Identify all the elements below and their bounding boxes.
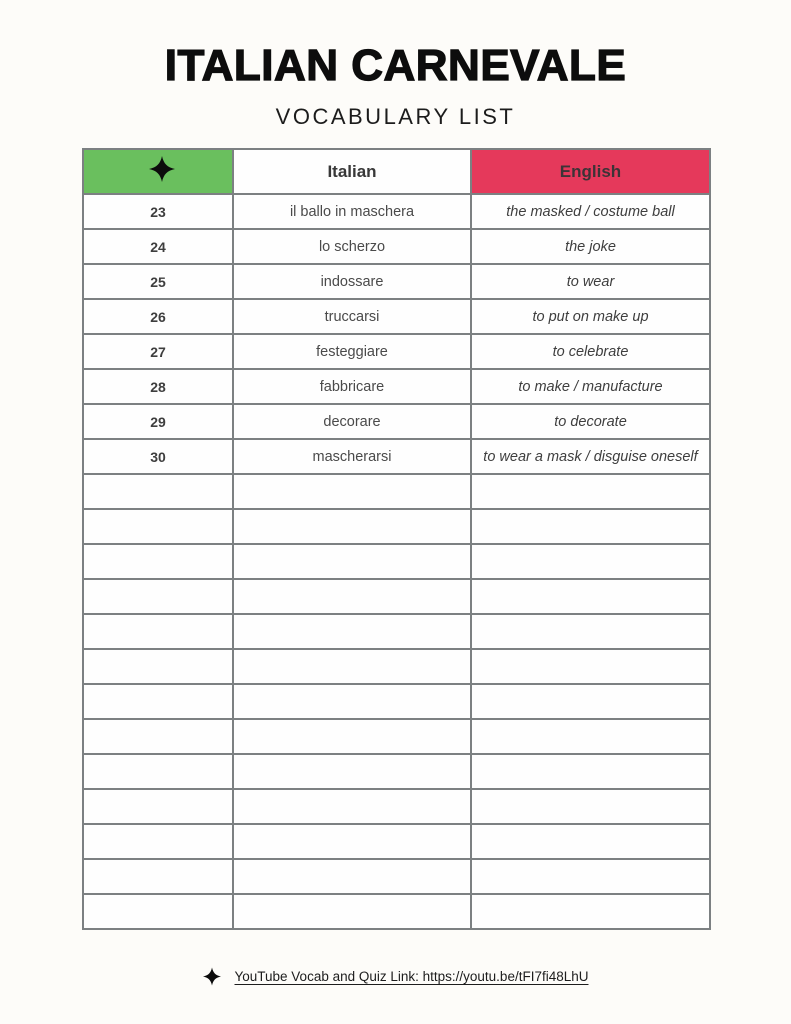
table-row xyxy=(83,579,710,614)
cell-italian: il ballo in maschera xyxy=(233,194,471,229)
cell-english xyxy=(471,474,710,509)
table-row xyxy=(83,649,710,684)
sparkle-icon xyxy=(203,966,221,987)
cell-english xyxy=(471,614,710,649)
cell-num: 26 xyxy=(83,299,233,334)
table-row xyxy=(83,474,710,509)
table-row xyxy=(83,509,710,544)
cell-italian xyxy=(233,824,471,859)
table-row xyxy=(83,614,710,649)
cell-english xyxy=(471,544,710,579)
cell-english xyxy=(471,824,710,859)
header-cell-number xyxy=(83,149,233,194)
cell-italian xyxy=(233,859,471,894)
page-title: ITALIAN CARNEVALE xyxy=(164,41,627,90)
table-row xyxy=(83,194,710,229)
cell-italian: truccarsi xyxy=(233,299,471,334)
cell-num xyxy=(83,474,233,509)
cell-num: 28 xyxy=(83,369,233,404)
youtube-link[interactable]: YouTube Vocab and Quiz Link: https://youtu.be/tFI7fi48LhU xyxy=(234,969,589,984)
cell-num xyxy=(83,789,233,824)
cell-italian: lo scherzo xyxy=(233,229,471,264)
table-row xyxy=(83,789,710,824)
cell-english: to decorate xyxy=(471,404,710,439)
cell-num xyxy=(83,544,233,579)
cell-english xyxy=(471,579,710,614)
footer xyxy=(0,966,791,987)
cell-num xyxy=(83,579,233,614)
cell-num: 27 xyxy=(83,334,233,369)
cell-num: 23 xyxy=(83,194,233,229)
cell-italian: fabbricare xyxy=(233,369,471,404)
cell-num xyxy=(83,894,233,929)
cell-num: 24 xyxy=(83,229,233,264)
cell-english xyxy=(471,894,710,929)
cell-num xyxy=(83,649,233,684)
cell-english: the joke xyxy=(471,229,710,264)
table-row xyxy=(83,404,710,439)
table-header-row xyxy=(83,149,710,194)
cell-english xyxy=(471,684,710,719)
vocab-table xyxy=(82,148,711,930)
cell-italian xyxy=(233,474,471,509)
cell-italian xyxy=(233,649,471,684)
cell-italian xyxy=(233,509,471,544)
cell-italian xyxy=(233,614,471,649)
cell-english: to celebrate xyxy=(471,334,710,369)
cell-num xyxy=(83,824,233,859)
cell-italian: decorare xyxy=(233,404,471,439)
cell-num: 29 xyxy=(83,404,233,439)
cell-english: to make / manufacture xyxy=(471,369,710,404)
table-body xyxy=(83,194,710,929)
table-row xyxy=(83,719,710,754)
cell-num: 30 xyxy=(83,439,233,474)
table-row xyxy=(83,544,710,579)
table-row xyxy=(83,859,710,894)
table-row xyxy=(83,824,710,859)
cell-english xyxy=(471,754,710,789)
cell-italian xyxy=(233,579,471,614)
table-row xyxy=(83,684,710,719)
cell-num xyxy=(83,859,233,894)
table-row xyxy=(83,299,710,334)
cell-italian xyxy=(233,754,471,789)
cell-num xyxy=(83,614,233,649)
cell-english: the masked / costume ball xyxy=(471,194,710,229)
cell-english: to put on make up xyxy=(471,299,710,334)
cell-italian: indossare xyxy=(233,264,471,299)
sparkle-icon xyxy=(149,154,175,184)
cell-italian xyxy=(233,544,471,579)
cell-italian: festeggiare xyxy=(233,334,471,369)
table-row xyxy=(83,369,710,404)
cell-english: to wear a mask / disguise oneself xyxy=(471,439,710,474)
cell-italian xyxy=(233,789,471,824)
cell-italian xyxy=(233,684,471,719)
cell-num xyxy=(83,684,233,719)
cell-italian xyxy=(233,894,471,929)
cell-english xyxy=(471,649,710,684)
cell-num: 25 xyxy=(83,264,233,299)
table-row xyxy=(83,334,710,369)
cell-english: to wear xyxy=(471,264,710,299)
cell-english xyxy=(471,859,710,894)
cell-english xyxy=(471,509,710,544)
cell-english xyxy=(471,789,710,824)
table-row xyxy=(83,754,710,789)
cell-italian xyxy=(233,719,471,754)
page-subtitle: VOCABULARY LIST xyxy=(275,104,516,130)
cell-italian: mascherarsi xyxy=(233,439,471,474)
table-row xyxy=(83,439,710,474)
doc-header xyxy=(0,0,791,130)
cell-num xyxy=(83,509,233,544)
table-row xyxy=(83,229,710,264)
header-cell-italian: Italian xyxy=(233,149,471,194)
cell-num xyxy=(83,719,233,754)
cell-num xyxy=(83,754,233,789)
header-cell-english: English xyxy=(471,149,710,194)
cell-english xyxy=(471,719,710,754)
table-row xyxy=(83,894,710,929)
table-row xyxy=(83,264,710,299)
